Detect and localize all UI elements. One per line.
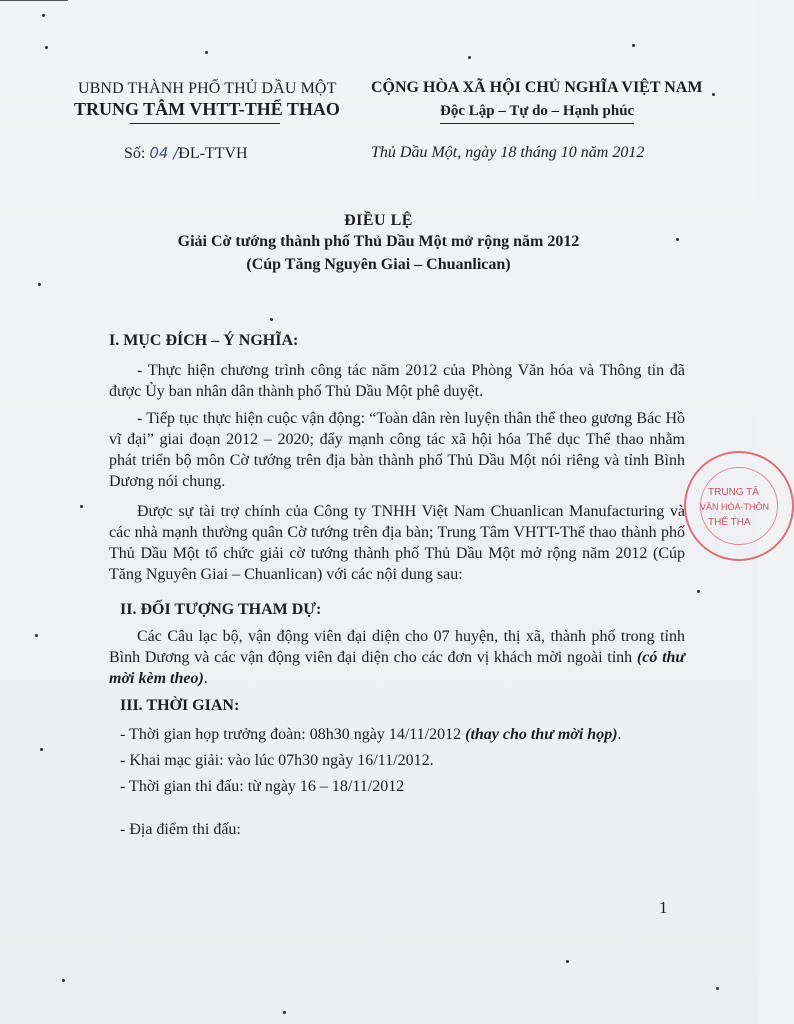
section-3-line-1 (120, 726, 622, 744)
scan-speck (697, 590, 700, 593)
organization-underline (130, 123, 280, 124)
section-2-heading: II. ĐỐI TƯỢNG THAM DỰ: (120, 601, 322, 618)
stamp-text-3: THỂ THA (708, 517, 751, 528)
scan-speck (468, 56, 471, 59)
section-3-line-2: - Khai mạc giải: vào lúc 07h30 ngày 16/11/2012. (120, 752, 434, 769)
section-1-paragraph-1: - Thực hiện chương trình công tác năm 2012 của Phòng Văn hóa và Thông tin đã được Ủy ban nhân dân thành phố Thủ Dầu Một phê duyệt. (109, 362, 685, 400)
section-3-line-4: - Địa điểm thi đấu: (120, 821, 241, 838)
national-motto: Độc Lập – Tự do – Hạnh phúc (440, 103, 635, 119)
motto-underline (440, 123, 634, 124)
scan-speck (62, 979, 65, 982)
meeting-time-emphasis: (thay cho thư mời họp) (465, 726, 618, 743)
section-1-paragraph-3: Được sự tài trợ chính của Công ty TNHH Việt Nam Chuanlican Manufacturing và các nhà mạnh thường quân Cờ tướng trên địa bàn; Trung Tâm VHTT-Thể thao thành phố Thủ Dầu Một tổ chức giải cờ tướng thành phố Thủ Dầu Một mở rộng năm 2012 (Cúp Tăng Nguyên Giai – Chuanlican) với các nội dung sau: (109, 503, 685, 583)
section-3-heading: III. THỜI GIAN: (120, 697, 240, 714)
section-3-line-3: - Thời gian thi đấu: từ ngày 16 – 18/11/2012 (120, 778, 405, 795)
stamp-text-1: TRUNG TÂ (708, 487, 759, 498)
document-number-prefix: Số: (124, 145, 150, 162)
scan-speck (35, 634, 38, 637)
scan-speck (566, 960, 569, 963)
scan-speck (205, 51, 208, 54)
document-number-handwritten: 04 / (149, 144, 179, 162)
meeting-time-text: - Thời gian họp trưởng đoàn: 08h30 ngày 14/11/2012 (120, 726, 466, 743)
place-date: Thủ Dầu Một, ngày 18 tháng 10 năm 2012 (371, 144, 645, 161)
section-1-heading: I. MỤC ĐÍCH – Ý NGHĨA: (109, 332, 299, 349)
section-2-emphasis: (có thư mời kèm theo) (109, 649, 685, 687)
scan-speck (42, 14, 45, 17)
document-subtitle-cup: (Cúp Tăng Nguyên Giai – Chuanlican) (246, 256, 511, 273)
section-2-paragraph (109, 626, 685, 689)
section-2-end: . (203, 670, 208, 687)
red-seal-stamp (684, 451, 794, 561)
document-title: ĐIỀU LỆ (344, 212, 413, 229)
scan-speck (283, 1011, 286, 1014)
scan-speck (716, 987, 719, 990)
organization-parent: UBND THÀNH PHỐ THỦ DẦU MỘT (78, 80, 337, 97)
page-number: 1 (659, 898, 668, 917)
section-2-text: Các Câu lạc bộ, vận động viên đại diện cho 07 huyện, thị xã, thành phố trong tỉnh Bình Dương và các vận động viên đại diện cho các đơn vị khách mời ngoài tỉnh (109, 628, 685, 666)
scan-speck (80, 505, 83, 508)
scan-speck (270, 318, 273, 321)
stamp-text-2: VĂN HÓA-THÔN (700, 502, 770, 512)
scan-speck (712, 93, 715, 96)
organization-name: TRUNG TÂM VHTT-THỂ THAO (74, 99, 340, 119)
scan-speck (45, 46, 48, 49)
national-title: CỘNG HÒA XÃ HỘI CHỦ NGHĨA VIỆT NAM (371, 79, 703, 96)
scan-edge-line (0, 0, 68, 1)
scan-speck (632, 44, 635, 47)
scan-speck (40, 748, 43, 751)
document-subtitle: Giải Cờ tướng thành phố Thủ Dầu Một mở rộng năm 2012 (177, 233, 580, 250)
meeting-time-end: . (617, 726, 622, 743)
document-number-suffix: ĐL-TTVH (178, 145, 248, 162)
section-1-paragraph-2: - Tiếp tục thực hiện cuộc vận động: “Toàn dân rèn luyện thân thể theo gương Bác Hồ vĩ đại” giai đoạn 2012 – 2020; đẩy mạnh công tác xã hội hóa Thể dục Thể thao nhằm phát triển bộ môn Cờ tướng trên địa bàn thành phố Thủ Dầu Một nói riêng và tỉnh Bình Dương nói chung. (109, 410, 685, 490)
document-number (124, 144, 248, 163)
scan-speck (38, 283, 41, 286)
